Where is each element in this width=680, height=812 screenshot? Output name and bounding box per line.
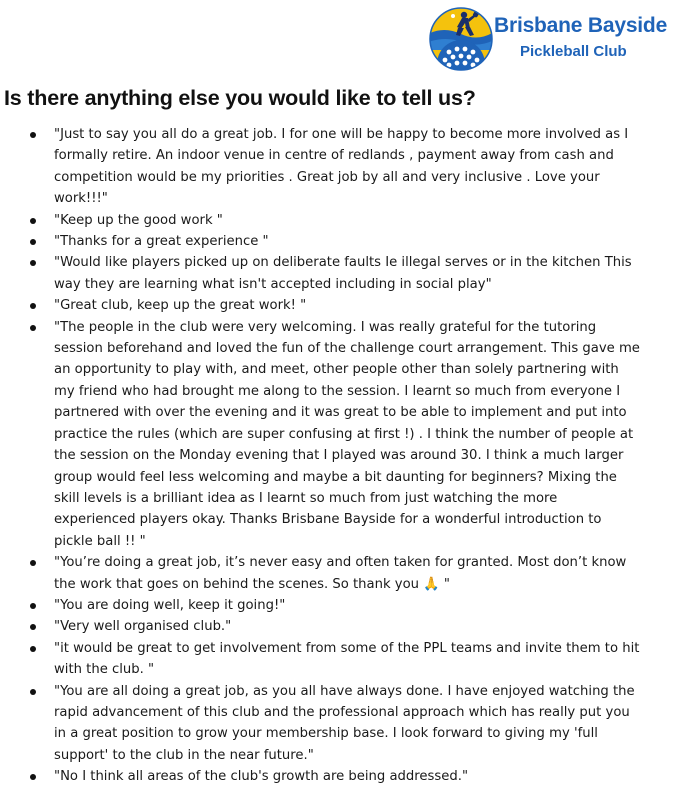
comment-text: "Thanks for a great experience " [54, 234, 269, 250]
list-item [0, 124, 680, 210]
bullet-icon [30, 303, 36, 309]
page-title: Is there anything else you would like to tell us? [4, 86, 476, 110]
comment-text: "it would be great to get involvement from some of the PPL teams and invite them to hit with the club. " [54, 640, 640, 678]
comment-text: "Keep up the good work " [54, 212, 223, 228]
pickleball-logo-icon [428, 6, 494, 72]
logo-club-name: Brisbane Bayside [494, 14, 668, 37]
bullet-icon [30, 603, 36, 609]
comment-text: "You are doing well, keep it going!" [54, 597, 286, 613]
bullet-icon [30, 218, 36, 224]
list-item [0, 616, 680, 637]
club-logo [428, 6, 676, 72]
logo-club-subtitle: Pickleball Club [520, 43, 627, 60]
list-item [0, 317, 680, 552]
comment-text: "You’re doing a great job, it’s never easy and often taken for granted. Most don’t know the work that goes on behind the scenes. So thank you 🙏 " [54, 555, 627, 592]
list-item [0, 681, 680, 767]
list-item [0, 766, 680, 787]
list-item [0, 552, 680, 595]
bullet-icon [30, 260, 36, 266]
comment-text: "Very well organised club." [54, 619, 232, 635]
list-item [0, 210, 680, 231]
bullet-icon [30, 624, 36, 630]
list-item [0, 231, 680, 252]
comment-text: "Just to say you all do a great job. I for one will be happy to become more involved as I formally retire. An indoor venue in centre of redlands , payment away from cash and competition would be my priorities . Great job by all and very inclusive . Love your work!!!" [54, 127, 629, 207]
comments-list [0, 124, 680, 788]
list-item [0, 638, 680, 681]
comment-text: "You are all doing a great job, as you all have always done. I have enjoyed watching the rapid advancement of this club and the professional approach which has really put you in a great position to grow your membership base. I look forward to giving my 'full support' to the club in the near future." [54, 683, 635, 763]
comment-text: "Would like players picked up on deliberate faults Ie illegal serves or in the kitchen This way they are learning what isn't accepted including in social play" [54, 255, 632, 292]
bullet-icon [30, 646, 36, 652]
list-item [0, 595, 680, 616]
comment-text: "No I think all areas of the club's growth are being addressed." [54, 769, 469, 785]
bullet-icon [30, 132, 36, 138]
comment-text: "The people in the club were very welcoming. I was really grateful for the tutoring session beforehand and loved the fun of the challenge court arrangement. This gave me an opportunity to play with, and meet, other people other than solely partnering with my friend who had brought me along to the session. I learnt so much from everyone I partnered with over the evening and it was great to be able to implement and put into practice the rules (which are super confusing at first !) . I think the number of people at the session on the Monday evening that I played was around 30. I think a much larger group would feel less welcoming and maybe a bit daunting for beginners? Mixing the skill levels is a brilliant idea as I learnt so much from just watching the more experienced players okay. Thanks Brisbane Bayside for a wonderful introduction to pickle ball !! " [54, 319, 640, 549]
comment-text: "Great club, keep up the great work! " [54, 298, 307, 314]
list-item [0, 295, 680, 316]
bullet-icon [30, 239, 36, 245]
list-item [0, 252, 680, 295]
bullet-icon [30, 689, 36, 695]
bullet-icon [30, 325, 36, 331]
bullet-icon [30, 774, 36, 780]
bullet-icon [30, 560, 36, 566]
page-header [0, 0, 680, 80]
